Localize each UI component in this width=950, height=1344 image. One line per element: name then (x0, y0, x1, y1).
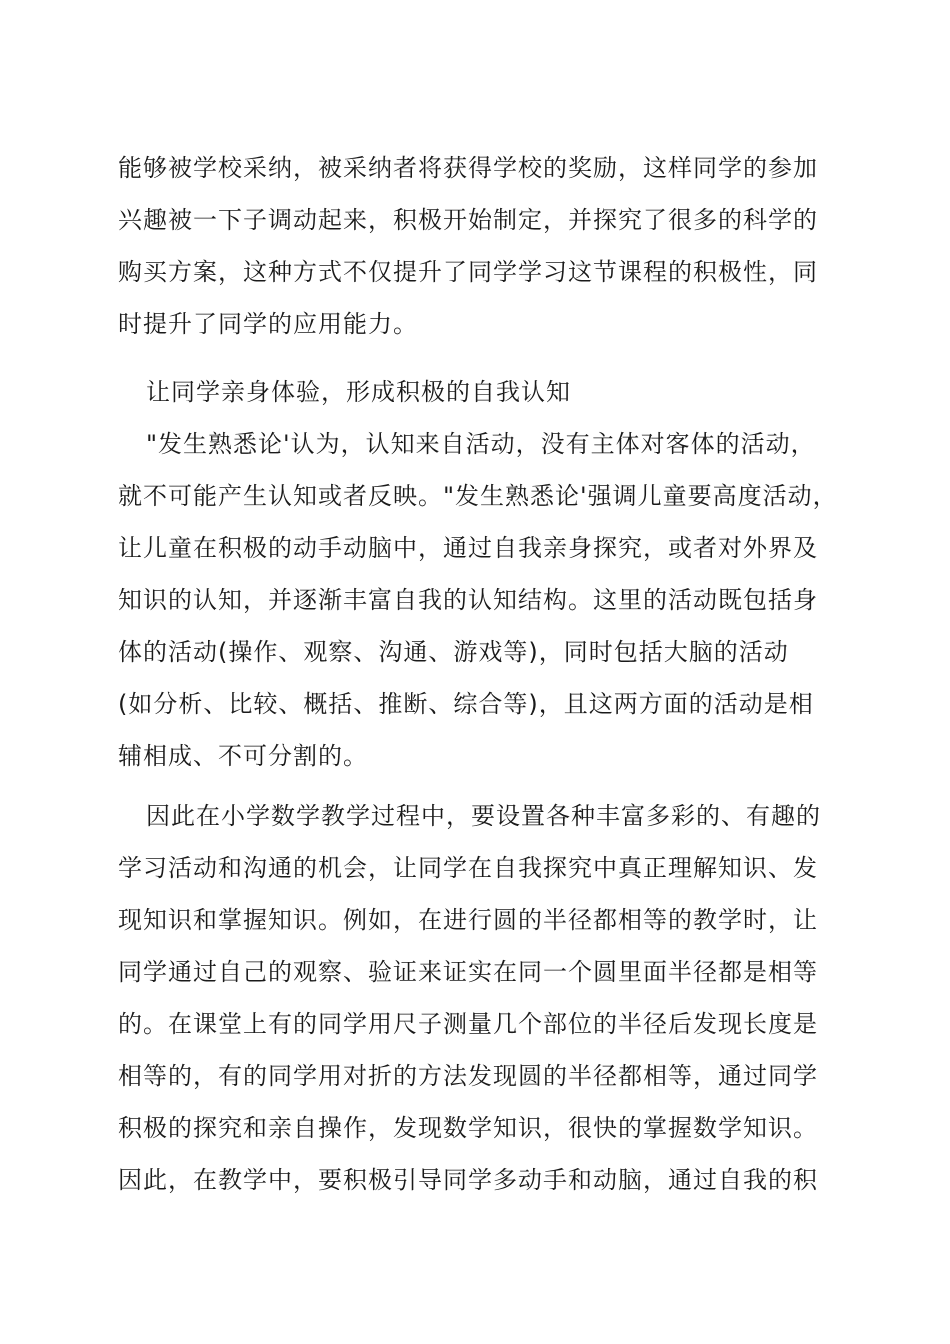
section-heading: 让同学亲身体验，形成积极的自我认知 (146, 378, 571, 406)
text-line: 让儿童在积极的动手动脑中，通过自我亲身探究，或者对外界及 (118, 534, 818, 562)
text-line: 学习活动和沟通的机会，让同学在自我探究中真正理解知识、发 (118, 854, 818, 882)
text-line: 因此，在教学中，要积极引导同学多动手和动脑，通过自我的积 (118, 1166, 818, 1194)
text-line: 体的活动(操作、观察、沟通、游戏等)，同时包括大脑的活动 (118, 638, 789, 666)
section-heading-block (118, 366, 838, 418)
text-line: 就不可能产生认知或者反映。"发生熟悉论'强调儿童要高度活动， (118, 482, 838, 510)
text-line: 现知识和掌握知识。例如，在进行圆的半径都相等的教学时，让 (118, 906, 818, 934)
text-line: 的。在课堂上有的同学用尺子测量几个部位的半径后发现长度是 (118, 1010, 818, 1038)
text-line: 能够被学校采纳，被采纳者将获得学校的奖励，这样同学的参加 (118, 154, 818, 182)
text-line: 购买方案，这种方式不仅提升了同学学习这节课程的积极性，同 (118, 258, 818, 286)
text-line: 因此在小学数学教学过程中，要设置各种丰富多彩的、有趣的 (146, 802, 821, 830)
text-line: 兴趣被一下子调动起来，积极开始制定，并探究了很多的科学的 (118, 206, 818, 234)
paragraph-purchase-plan (118, 142, 838, 350)
paragraph-teaching-practice (118, 790, 838, 1206)
text-line: "发生熟悉论'认为，认知来自活动，没有主体对客体的活动， (146, 430, 816, 458)
text-line: 知识的认知，并逐渐丰富自我的认知结构。这里的活动既包括身 (118, 586, 818, 614)
text-line: 辅相成、不可分割的。 (118, 742, 368, 770)
text-line: 相等的，有的同学用对折的方法发现圆的半径都相等，通过同学 (118, 1062, 818, 1090)
text-line: (如分析、比较、概括、推断、综合等)，且这两方面的活动是相 (118, 690, 814, 718)
paragraph-cognitive-theory (118, 418, 838, 782)
text-line: 同学通过自己的观察、验证来证实在同一个圆里面半径都是相等 (118, 958, 818, 986)
text-line: 时提升了同学的应用能力。 (118, 310, 418, 338)
text-line: 积极的探究和亲自操作，发现数学知识，很快的掌握数学知识。 (118, 1114, 818, 1142)
